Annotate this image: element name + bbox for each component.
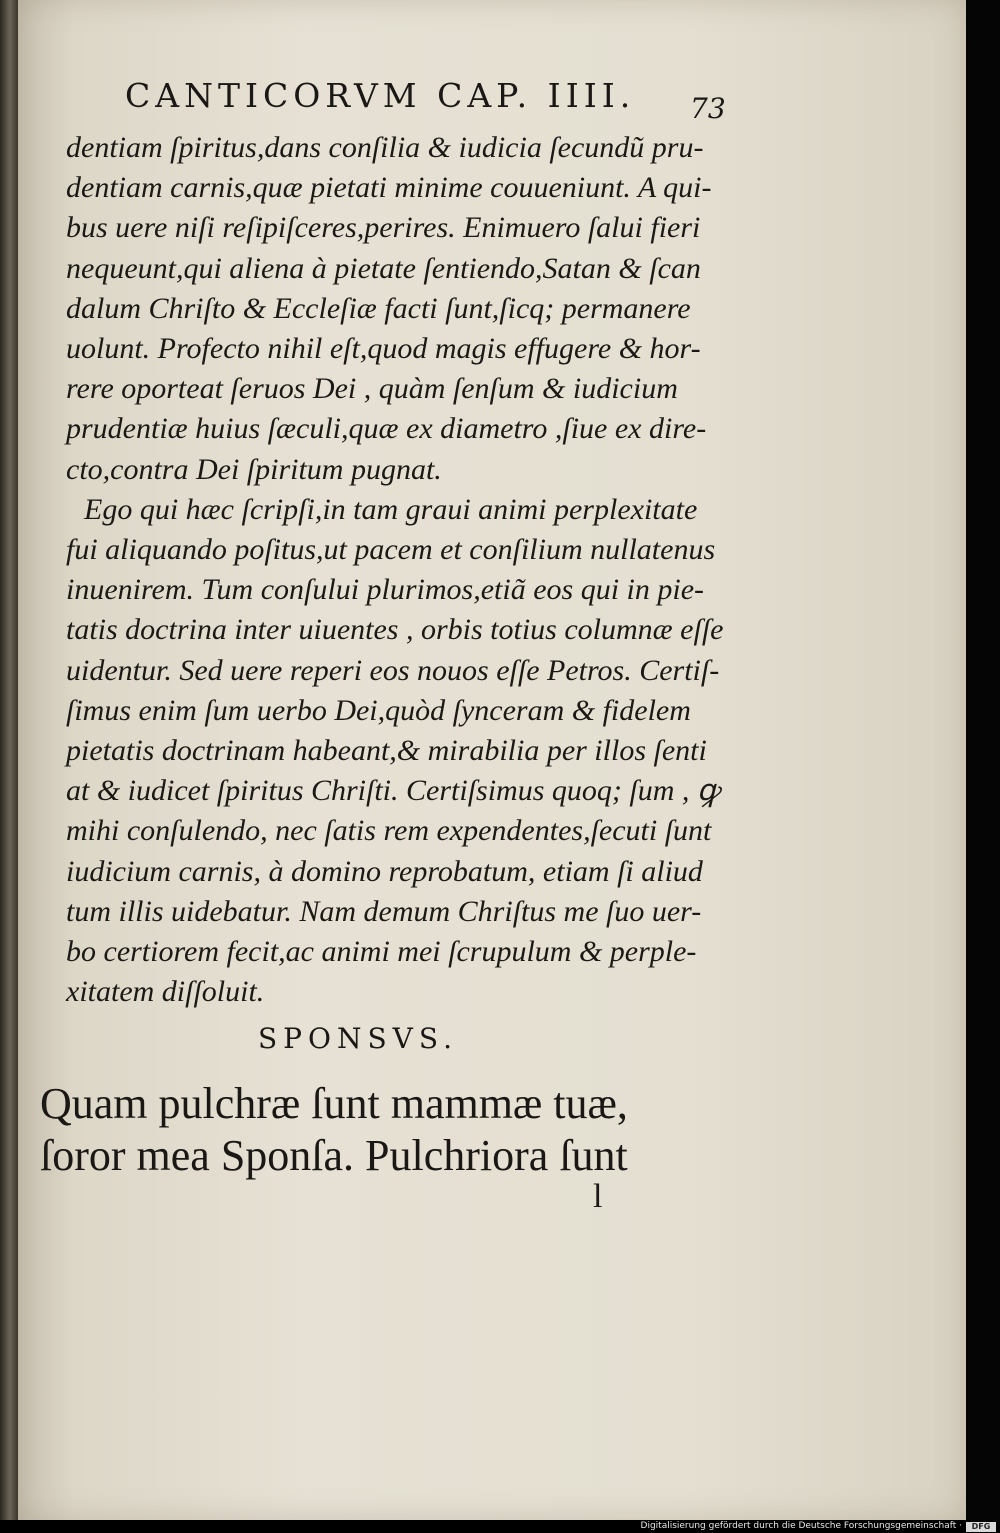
text-line: cto,contra Dei ſpiritum pugnat. — [66, 452, 442, 486]
text-line: rere oporteat ſeruos Dei , quàm ſenſum & iudicium — [66, 372, 678, 406]
text-line: pietatis doctrinam habeant,& mirabilia per illos ſenti — [66, 734, 707, 768]
text-line: bo certiorem fecit,ac animi mei ſcrupulum & perple- — [66, 935, 697, 969]
text-line: dentiam carnis,quæ pietati minime couueniunt. A qui- — [66, 171, 712, 205]
text-line: tatis doctrina inter uiuentes , orbis totius columnæ eſſe — [66, 613, 724, 647]
text-line: tum illis uidebatur. Nam demum Chriſtus me ſuo uer- — [66, 894, 702, 928]
dfg-logo: DFG — [966, 1522, 996, 1532]
text-line: iudicium carnis, à domino reprobatum, etiam ſi aliud — [66, 854, 703, 888]
text-line: ſimus enim ſum uerbo Dei,quòd ſynceram & fidelem — [66, 693, 691, 727]
text-line: prudentiæ huius ſæculi,quæ ex diametro ,ſiue ex dire- — [66, 412, 707, 446]
text-line: Ego qui hæc ſcripſi,in tam graui animi perplexitate — [84, 492, 698, 526]
verse-text — [40, 1078, 740, 1182]
text-line: uidentur. Sed uere reperi eos nouos eſſe Petros. Certiſ- — [66, 653, 720, 687]
text-line: at & iudicet ſpiritus Chriſti. Certiſsimus quoq; ſum , ꝙ — [66, 774, 720, 808]
text-line: dalum Chriſto & Eccleſiæ facti ſunt,ſicq; permanere — [66, 291, 691, 325]
running-head: CANTICORVM CAP. IIII. — [125, 76, 636, 115]
book-spine-edge — [0, 0, 18, 1520]
footer-credit: Digitalisierung gefördert durch die Deutsche Forschungsgemeinschaft · — [640, 1521, 962, 1531]
verse-line: Quam pulchræ ſunt mammæ tuæ, — [40, 1079, 628, 1128]
section-heading: SPONSVS. — [258, 1022, 458, 1055]
text-line: xitatem diſſoluit. — [66, 975, 265, 1009]
page-number: 73 — [690, 92, 726, 125]
text-line: uolunt. Profecto nihil eſt,quod magis effugere & hor- — [66, 332, 701, 366]
body-text — [66, 128, 738, 1012]
page-background-right — [966, 0, 1000, 1520]
signature-mark: l — [593, 1178, 603, 1215]
verse-line: ſoror mea Sponſa. Pulchriora ſunt — [40, 1131, 628, 1180]
text-line: mihi conſulendo, nec ſatis rem expendentes,ſecuti ſunt — [66, 814, 712, 848]
text-line: dentiam ſpiritus,dans conſilia & iudicia ſecundũ pru- — [66, 131, 704, 164]
text-line: inuenirem. Tum conſului plurimos,etiã eos qui in pie- — [66, 573, 705, 607]
text-line: nequeunt,qui aliena à pietate ſentiendo,Satan & ſcan — [66, 251, 701, 285]
text-line: bus uere niſi reſipiſceres,perires. Enimuero ſalui fieri — [66, 211, 701, 245]
text-line: fui aliquando poſitus,ut pacem et conſilium nullatenus — [66, 533, 716, 567]
